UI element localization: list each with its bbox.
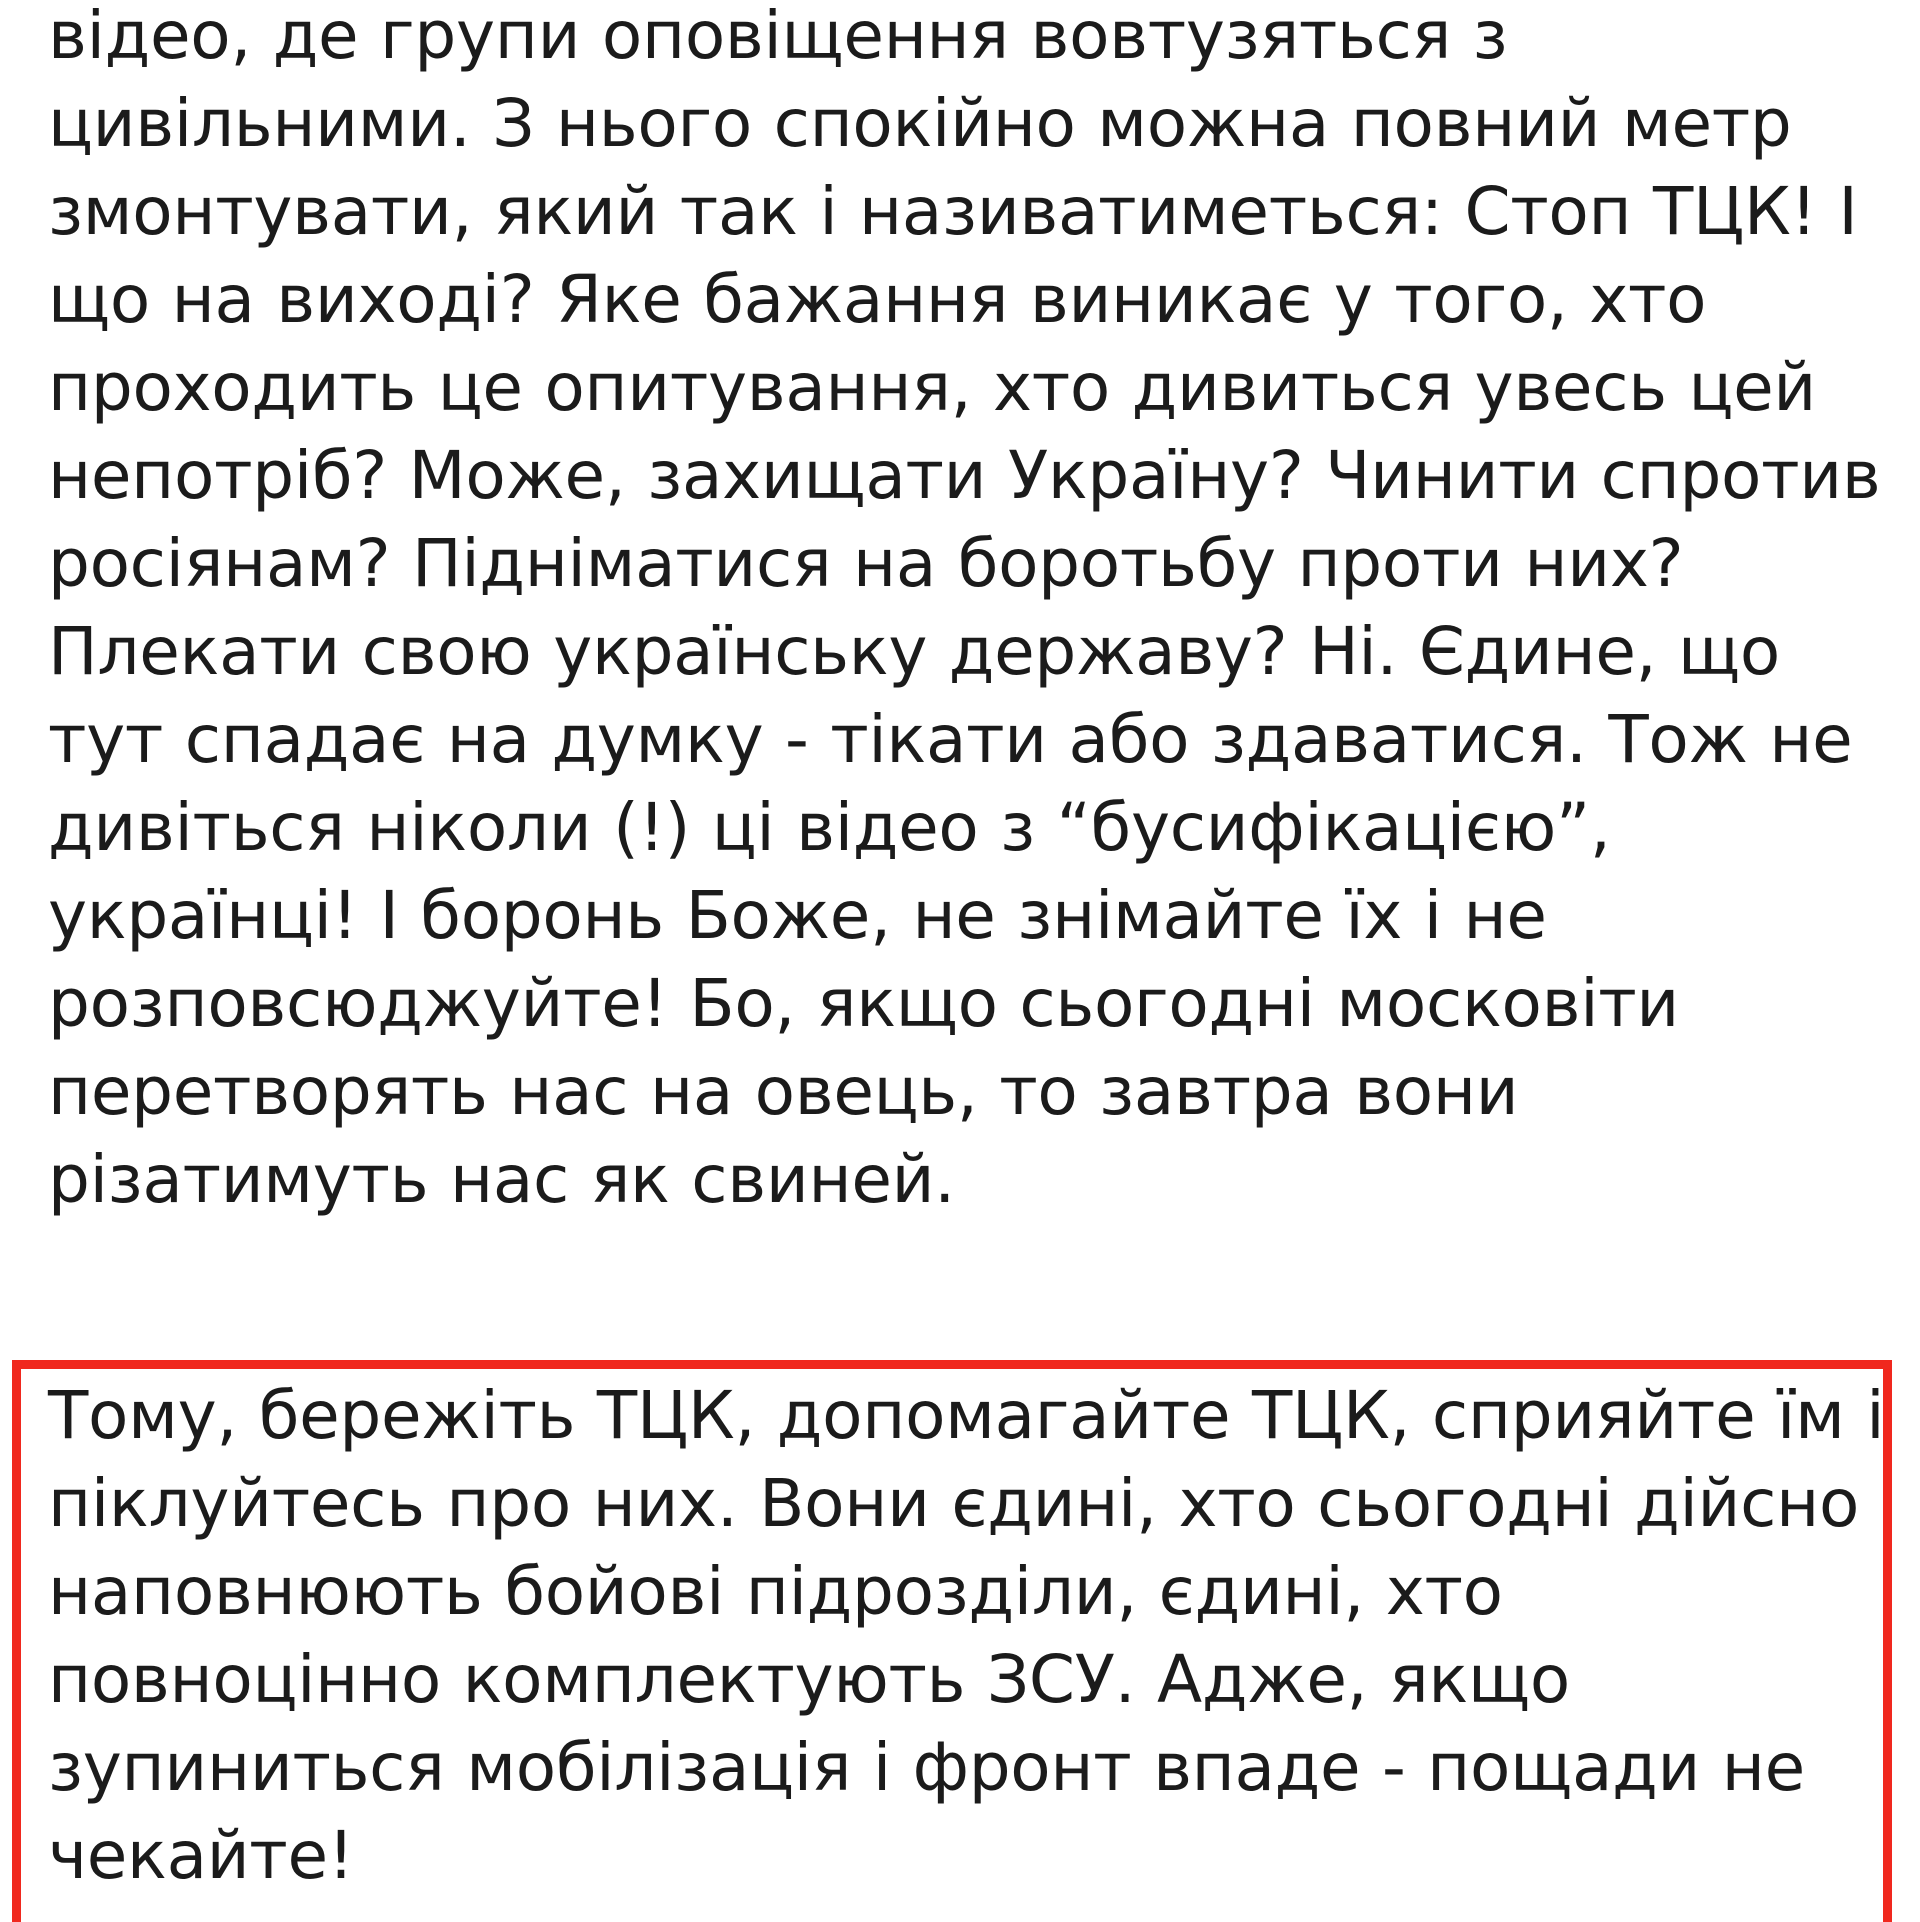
- paragraph-boxed: Тому, бережіть ТЦК, допомагайте ТЦК, сприяйте їм і піклуйтесь про них. Вони єдині, хто сьогодні дійсно наповнюють бойові підрозділи, єдині, хто повноцінно комплектують ЗСУ. Адже, якщо зупиниться мобілізація і фронт впаде - пощади не чекайте!: [48, 1377, 1885, 1894]
- paragraph-upper: відео, де групи оповіщення вовтузяться з цивільними. З нього спокійно можна повний метр змонтувати, який так і називатиметься: Стоп ТЦК! І що на виході? Яке бажання виникає у того, хто проходить це опитування, хто дивиться увесь цей непотріб? Може, захищати Україну? Чинити спротив росіянам? Підніматися на боротьбу проти них? Плекати свою українську державу? Ні. Єдине, що тут спадає на думку - тікати або здаватися. Тож не дивіться ніколи (!) ці відео з “бусифікацією”, українці! І боронь Боже, не знімайте їх і не розповсюджуйте! Бо, якщо сьогодні московіти перетворять нас на овець, то завтра вони різатимуть нас як свиней.: [48, 0, 1881, 1218]
